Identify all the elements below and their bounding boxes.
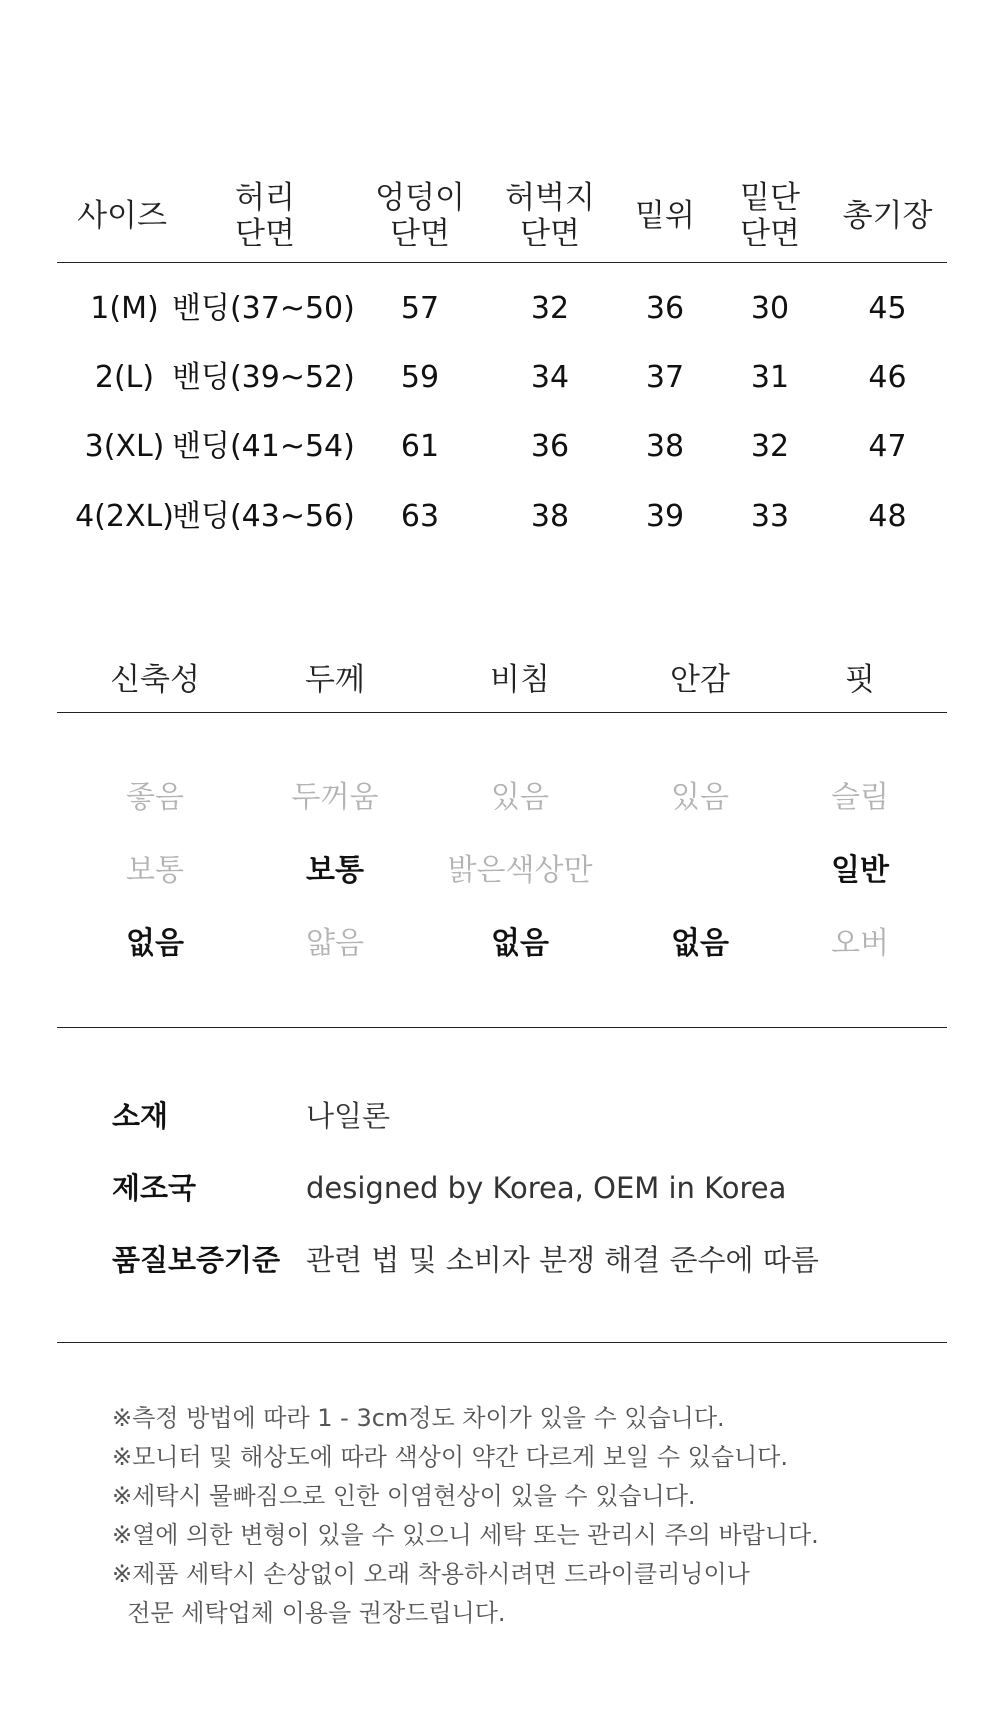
prop-bottom-divider: [57, 1027, 947, 1028]
size-cell: 31: [750, 360, 790, 395]
prop-option: 있음: [671, 780, 729, 815]
prop-option: 있음: [491, 780, 549, 815]
prop-option: 좋음: [126, 780, 184, 815]
size-cell: 63: [400, 499, 440, 534]
size-cell: 밴딩(37~50): [172, 291, 355, 326]
size-cell: 36: [530, 429, 570, 464]
prop-header-lining: 안감: [670, 662, 730, 698]
info-label-warranty: 품질보증기준: [112, 1243, 281, 1277]
size-cell: 57: [400, 291, 440, 326]
size-header-divider: [57, 262, 947, 263]
prop-option: 보통: [126, 853, 184, 888]
size-cell: 4(2XL): [75, 499, 174, 534]
prop-header-divider: [57, 712, 947, 713]
size-header-size: 사이즈: [77, 198, 167, 234]
size-cell: 밴딩(41~54): [172, 429, 355, 464]
size-cell: 34: [530, 360, 570, 395]
info-label-material: 소재: [112, 1099, 169, 1133]
prop-header-stretch: 신축성: [110, 662, 200, 698]
size-header-waist: 허리 단면: [235, 180, 295, 252]
size-cell: 38: [530, 499, 570, 534]
prop-option-selected: 없음: [491, 926, 549, 961]
size-cell: 32: [530, 291, 570, 326]
size-cell: 47: [868, 429, 907, 464]
prop-header-sheerness: 비침: [490, 662, 550, 698]
prop-header-thickness: 두께: [305, 662, 365, 698]
info-value-origin: designed by Korea, OEM in Korea: [306, 1171, 787, 1205]
size-cell: 밴딩(39~52): [172, 360, 355, 395]
size-header-hip: 엉덩이 단면: [375, 180, 465, 252]
size-header-hem: 밑단 단면: [740, 180, 800, 252]
prop-option: 밝은색상만: [447, 853, 593, 888]
info-label-origin: 제조국: [112, 1171, 197, 1205]
size-cell: 1(M): [90, 291, 159, 326]
note-line: ※열에 의한 변형이 있을 수 있으니 세탁 또는 관리시 주의 바랍니다.: [112, 1521, 819, 1549]
prop-option: 두꺼움: [291, 780, 379, 815]
size-cell: 48: [868, 499, 907, 534]
size-header-rise: 밑위: [635, 198, 695, 234]
size-cell: 3(XL): [84, 429, 165, 464]
info-value-warranty: 관련 법 및 소비자 분쟁 해결 준수에 따름: [306, 1243, 819, 1277]
size-cell: 46: [868, 360, 907, 395]
note-line: ※세탁시 물빠짐으로 인한 이염현상이 있을 수 있습니다.: [112, 1482, 696, 1510]
size-cell: 밴딩(43~56): [172, 499, 355, 534]
note-line: ※제품 세탁시 손상없이 오래 착용하시려면 드라이클리닝이나: [112, 1560, 750, 1588]
size-cell: 33: [750, 499, 790, 534]
prop-option: [620, 851, 780, 891]
note-line: ※모니터 및 해상도에 따라 색상이 약간 다르게 보일 수 있습니다.: [112, 1443, 788, 1471]
note-line: ※측정 방법에 따라 1 - 3cm정도 차이가 있을 수 있습니다.: [112, 1404, 725, 1432]
prop-option: 슬림: [831, 780, 889, 815]
size-cell: 30: [750, 291, 790, 326]
note-line: 전문 세탁업체 이용을 권장드립니다.: [112, 1599, 506, 1627]
info-bottom-divider: [57, 1342, 947, 1343]
prop-option-selected: 없음: [671, 926, 729, 961]
size-cell: 36: [645, 291, 685, 326]
size-header-length: 총기장: [842, 198, 933, 234]
size-cell: 32: [750, 429, 790, 464]
size-cell: 37: [645, 360, 685, 395]
info-value-material: 나일론: [306, 1099, 391, 1133]
size-cell: 59: [400, 360, 440, 395]
prop-option: 오버: [831, 926, 889, 961]
size-header-thigh: 허벅지 단면: [505, 180, 595, 252]
size-cell: 39: [645, 499, 685, 534]
size-cell: 2(L): [94, 360, 155, 395]
prop-option-selected: 없음: [126, 926, 184, 961]
size-cell: 45: [868, 291, 907, 326]
size-cell: 38: [645, 429, 685, 464]
prop-header-fit: 핏: [845, 662, 875, 698]
prop-option-selected: 일반: [831, 853, 889, 888]
prop-option-selected: 보통: [306, 853, 364, 888]
size-cell: 61: [400, 429, 440, 464]
prop-option: 얇음: [306, 926, 364, 961]
